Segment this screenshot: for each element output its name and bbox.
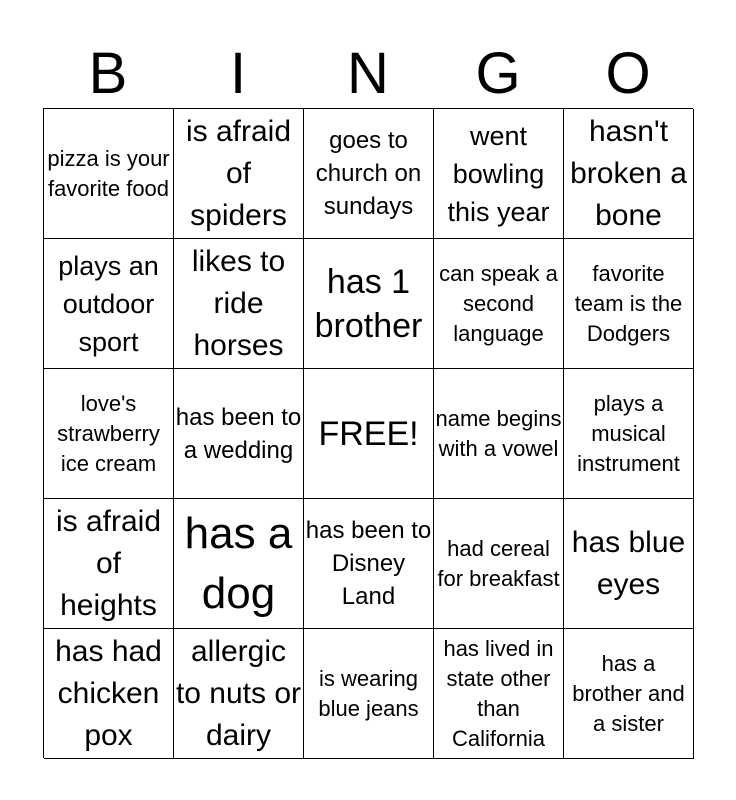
header-letter-o: O bbox=[605, 41, 651, 106]
bingo-cell-text: is afraid of heights bbox=[55, 504, 162, 622]
bingo-cell-i3[interactable] bbox=[174, 369, 304, 499]
bingo-cell-text: has been to Disney Land bbox=[305, 517, 432, 610]
bingo-cell-b5[interactable] bbox=[44, 629, 174, 759]
bingo-cell-text: can speak a second language bbox=[439, 260, 558, 346]
bingo-cell-text: goes to church on sundays bbox=[315, 127, 422, 220]
bingo-cell-b4[interactable] bbox=[44, 499, 174, 629]
bingo-cell-o2[interactable] bbox=[564, 239, 694, 369]
header-letter-g: G bbox=[475, 41, 521, 106]
bingo-cell-text: has been to a wedding bbox=[175, 403, 302, 464]
bingo-cell-text: allergic to nuts or dairy bbox=[175, 634, 302, 752]
bingo-cell-text: has a dog bbox=[184, 508, 293, 618]
bingo-cell-text: plays a musical instrument bbox=[577, 390, 680, 476]
bingo-cell-b3[interactable] bbox=[44, 369, 174, 499]
bingo-cell-text: likes to ride horses bbox=[191, 244, 286, 362]
header-letter-b: B bbox=[88, 41, 128, 106]
bingo-cell-g1[interactable] bbox=[434, 109, 564, 239]
bingo-cell-i1[interactable] bbox=[174, 109, 304, 239]
bingo-cell-text: has lived in state other than California bbox=[443, 635, 554, 751]
bingo-cell-o4[interactable] bbox=[564, 499, 694, 629]
bingo-cell-text: love's strawberry ice cream bbox=[57, 390, 160, 476]
bingo-cell-g5[interactable] bbox=[434, 629, 564, 759]
header-letter-i: I bbox=[229, 41, 247, 106]
bingo-cell-b2[interactable] bbox=[44, 239, 174, 369]
header-letter-n: N bbox=[347, 41, 389, 106]
bingo-cell-n2[interactable] bbox=[304, 239, 434, 369]
bingo-cell-n1[interactable] bbox=[304, 109, 434, 239]
bingo-cell-text: name begins with a vowel bbox=[435, 405, 562, 461]
bingo-cell-text: is afraid of spiders bbox=[185, 114, 292, 232]
free-space-label: FREE! bbox=[318, 414, 419, 453]
bingo-cell-text: has blue eyes bbox=[571, 525, 686, 601]
bingo-cell-free[interactable] bbox=[304, 369, 434, 499]
bingo-cell-g3[interactable] bbox=[434, 369, 564, 499]
bingo-cell-text: has had chicken pox bbox=[55, 634, 162, 752]
bingo-cell-text: pizza is your favorite food bbox=[47, 145, 170, 201]
bingo-cell-o1[interactable] bbox=[564, 109, 694, 239]
bingo-cell-b1[interactable] bbox=[44, 109, 174, 239]
bingo-cell-text: favorite team is the Dodgers bbox=[574, 260, 683, 346]
bingo-cell-text: plays an outdoor sport bbox=[58, 250, 159, 357]
bingo-cell-g2[interactable] bbox=[434, 239, 564, 369]
bingo-header bbox=[43, 40, 693, 108]
bingo-cell-text: went bowling this year bbox=[447, 120, 550, 227]
bingo-cell-o3[interactable] bbox=[564, 369, 694, 499]
bingo-cell-i4[interactable] bbox=[174, 499, 304, 629]
bingo-grid bbox=[43, 108, 693, 758]
bingo-cell-text: had cereal for breakfast bbox=[437, 535, 560, 591]
bingo-cell-n5[interactable] bbox=[304, 629, 434, 759]
bingo-cell-text: is wearing blue jeans bbox=[318, 665, 419, 721]
bingo-cell-text: has 1 brother bbox=[314, 262, 423, 345]
bingo-cell-i5[interactable] bbox=[174, 629, 304, 759]
bingo-cell-text: hasn't broken a bone bbox=[570, 114, 687, 232]
bingo-cell-i2[interactable] bbox=[174, 239, 304, 369]
bingo-cell-g4[interactable] bbox=[434, 499, 564, 629]
bingo-cell-text: has a brother and a sister bbox=[572, 650, 685, 736]
bingo-cell-o5[interactable] bbox=[564, 629, 694, 759]
bingo-cell-n4[interactable] bbox=[304, 499, 434, 629]
